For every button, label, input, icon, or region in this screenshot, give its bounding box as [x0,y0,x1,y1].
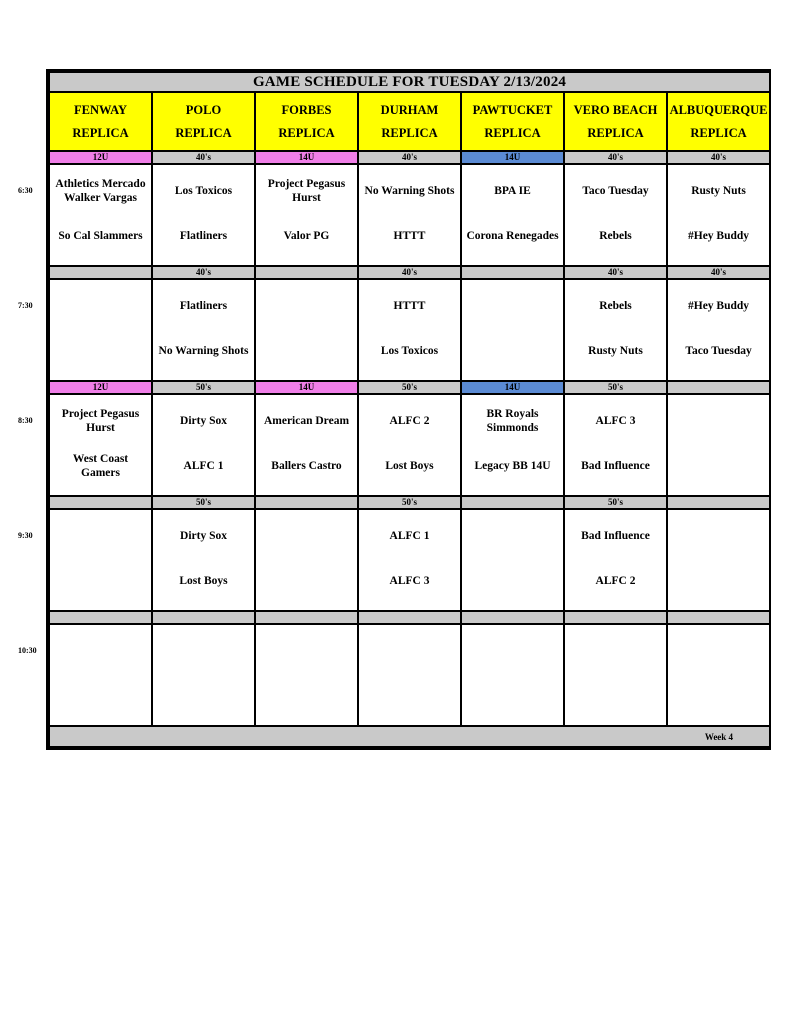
home-team: Project Pegasus Hurst [267,178,346,204]
division-label [461,611,564,624]
time-slot-row [49,509,770,611]
home-team: ALFC 2 [389,415,430,427]
away-team [359,677,460,715]
home-team: #Hey Buddy [688,300,750,312]
away-team [153,677,254,715]
away-team [668,447,769,485]
home-team [153,625,254,677]
home-team [668,625,769,677]
venue-name: FENWAY [73,102,128,117]
time-label: 6:30 [18,186,33,195]
home-team: No Warning Shots [364,185,455,197]
game-cell [667,394,770,496]
game-cell [564,164,667,266]
division-label [49,611,152,624]
venue-name: FORBES [281,102,332,117]
away-team [256,677,357,715]
home-team [50,625,151,677]
game-cell [564,279,667,381]
venue-subtitle: REPLICA [72,125,129,140]
time-slot-row [49,279,770,381]
division-label: 40's [564,151,667,164]
away-team: ALFC 3 [389,575,430,587]
game-cell [152,164,255,266]
division-label: 14U [255,151,358,164]
venue-name: VERO BEACH [573,102,658,117]
game-cell [358,509,461,611]
away-team [50,677,151,715]
away-team [462,332,563,370]
game-cell [461,164,564,266]
venue-subtitle: REPLICA [484,125,541,140]
game-cell [358,624,461,726]
away-team: Corona Renegades [466,230,559,242]
away-team: Lost Boys [179,575,228,587]
game-cell [461,509,564,611]
home-team: BPA IE [494,185,531,197]
away-team: No Warning Shots [158,345,249,357]
division-label: 40's [358,266,461,279]
away-team [462,677,563,715]
time-slot-row [49,624,770,726]
time-label: 9:30 [18,531,33,540]
home-team: Dirty Sox [180,530,227,542]
division-label: 40's [152,151,255,164]
venue-header [358,92,461,151]
division-label: 50's [358,381,461,394]
division-label: 14U [461,151,564,164]
division-label [461,496,564,509]
home-team [462,510,563,562]
away-team [668,677,769,715]
venue-header [152,92,255,151]
division-label [255,611,358,624]
home-team: American Dream [263,415,350,427]
game-cell [152,394,255,496]
away-team: Flatliners [179,230,228,242]
time-label: 7:30 [18,301,33,310]
division-label: 40's [667,266,770,279]
away-team [50,562,151,600]
game-cell [49,164,152,266]
schedule-title: GAME SCHEDULE FOR TUESDAY 2/13/2024 [49,72,770,92]
home-team [668,395,769,447]
division-label: 50's [152,496,255,509]
venue-subtitle: REPLICA [381,125,438,140]
home-team: ALFC 1 [389,530,430,542]
division-label [667,381,770,394]
game-cell [255,624,358,726]
home-team: Project Pegasus Hurst [61,408,140,434]
game-cell [152,509,255,611]
away-team [668,562,769,600]
division-label: 50's [564,381,667,394]
away-team: So Cal Slammers [58,230,143,242]
home-team [462,280,563,332]
division-label: 40's [152,266,255,279]
game-cell [49,394,152,496]
venue-subtitle: REPLICA [175,125,232,140]
division-label [255,266,358,279]
game-cell [667,164,770,266]
venue-name: DURHAM [380,102,439,117]
division-label [667,611,770,624]
venue-subtitle: REPLICA [690,125,747,140]
away-team: Los Toxicos [380,345,439,357]
home-team: HTTT [393,300,426,312]
game-cell [152,624,255,726]
venue-name: ALBUQUERQUE [669,102,768,117]
home-team: BR Royals Simmonds [486,408,539,434]
time-label: 8:30 [18,416,33,425]
away-team: Taco Tuesday [685,345,752,357]
time-slot-row [49,164,770,266]
schedule-table [48,71,771,748]
away-team [256,332,357,370]
home-team: Dirty Sox [180,415,227,427]
game-cell [667,509,770,611]
game-cell [564,624,667,726]
game-cell [667,279,770,381]
time-label: 10:30 [18,646,37,655]
away-team: Ballers Castro [271,460,342,472]
away-team: ALFC 1 [183,460,224,472]
division-label: 14U [255,381,358,394]
away-team: West Coast Gamers [72,453,129,479]
division-label: 40's [358,151,461,164]
away-team: HTTT [393,230,426,242]
game-cell [461,279,564,381]
home-team [50,510,151,562]
home-team [462,625,563,677]
division-label [358,611,461,624]
home-team: Flatliners [179,300,228,312]
game-cell [667,624,770,726]
division-label [461,266,564,279]
venue-header [49,92,152,151]
home-team: Rusty Nuts [691,185,746,197]
week-label: Week 4 [49,726,770,747]
schedule-sheet [46,69,771,750]
home-team: ALFC 3 [595,415,636,427]
home-team: Taco Tuesday [582,185,649,197]
game-cell [255,394,358,496]
time-slot-row [49,394,770,496]
home-team: Rebels [599,300,632,312]
home-team [256,510,357,562]
game-cell [49,624,152,726]
home-team [50,280,151,332]
division-label [564,611,667,624]
venue-header [667,92,770,151]
game-cell [255,164,358,266]
division-label: 50's [152,381,255,394]
division-label: 50's [564,496,667,509]
away-team [50,332,151,370]
venue-header [255,92,358,151]
venue-subtitle: REPLICA [278,125,335,140]
home-team [256,625,357,677]
away-team: #Hey Buddy [688,230,750,242]
game-cell [564,394,667,496]
home-team [668,510,769,562]
venue-subtitle: REPLICA [587,125,644,140]
venue-name: POLO [185,102,222,117]
venue-header [461,92,564,151]
game-cell [358,164,461,266]
division-label: 12U [49,381,152,394]
away-team: ALFC 2 [595,575,636,587]
division-label [152,611,255,624]
game-cell [358,279,461,381]
away-team [256,562,357,600]
venue-header [564,92,667,151]
home-team: Athletics Mercado Walker Vargas [55,178,146,204]
division-label [49,266,152,279]
game-cell [152,279,255,381]
division-label [255,496,358,509]
away-team: Lost Boys [385,460,434,472]
away-team: Bad Influence [581,460,650,472]
away-team [462,562,563,600]
away-team: Legacy BB 14U [474,460,551,472]
division-label: 40's [564,266,667,279]
game-cell [564,509,667,611]
division-label [667,496,770,509]
venue-name: PAWTUCKET [472,102,553,117]
game-cell [461,394,564,496]
division-label: 14U [461,381,564,394]
home-team [256,280,357,332]
game-cell [49,509,152,611]
game-cell [49,279,152,381]
away-team: Rusty Nuts [588,345,643,357]
home-team: Los Toxicos [174,185,233,197]
away-team: Rebels [599,230,632,242]
home-team [359,625,460,677]
division-label: 12U [49,151,152,164]
division-label: 40's [667,151,770,164]
division-label: 50's [358,496,461,509]
game-cell [255,509,358,611]
game-cell [255,279,358,381]
game-cell [461,624,564,726]
division-label [49,496,152,509]
away-team: Valor PG [283,230,330,242]
game-cell [358,394,461,496]
home-team [565,625,666,677]
away-team [565,677,666,715]
home-team: Bad Influence [581,530,650,542]
